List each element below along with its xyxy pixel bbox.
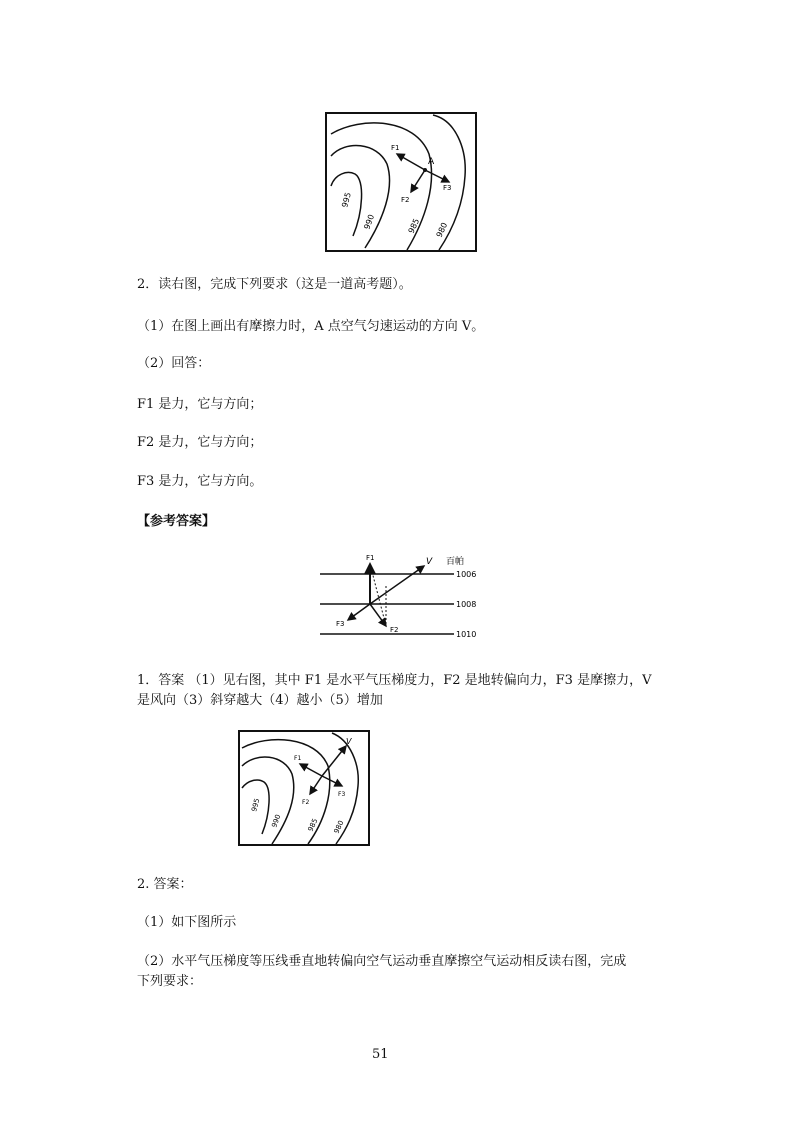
figure-isobar-map-a: [325, 112, 477, 252]
isobar-label-995: 995: [250, 797, 262, 813]
question-f3-line: F3 是力，它与方向。: [137, 474, 263, 489]
force-label-f1: F1: [294, 755, 302, 762]
isobar-label-980: 980: [434, 221, 450, 239]
force-label-f1: F1: [391, 144, 400, 152]
page-number: 51: [372, 1047, 389, 1062]
force-label-f3: F3: [338, 791, 346, 798]
answer-2-part-1: （1）如下图所示: [137, 915, 237, 930]
wind-label-v: V: [426, 557, 433, 567]
isobar-label-1008: 1008: [456, 600, 477, 609]
figure-straight-isobars: [316, 552, 486, 644]
answer-2-title: 2. 答案：: [137, 877, 193, 892]
answer-1-line-2: 是风向（3）斜穿越大（4）越小（5）增加: [137, 693, 383, 708]
question-2-title: 2．读右图，完成下列要求（这是一道高考题）。: [137, 277, 412, 292]
answers-header: 【参考答案】: [137, 514, 216, 529]
isobar-label-985: 985: [406, 217, 422, 235]
wind-label-v: V: [346, 737, 352, 746]
figure-isobar-map-v: [238, 730, 370, 846]
question-f1-line: F1 是力，它与方向；: [137, 397, 263, 412]
isobar-label-985: 985: [306, 817, 320, 833]
answer-1-line-1: 1．答案 （1）见右图，其中 F1 是水平气压梯度力，F2 是地转偏向力，F3 是摩擦力，V: [137, 673, 652, 688]
isobar-label-980: 980: [332, 819, 346, 835]
force-label-f2: F2: [390, 626, 399, 634]
question-f2-line: F2 是力，它与方向；: [137, 435, 263, 450]
force-label-f2: F2: [302, 799, 310, 806]
isobar-label-1010: 1010: [456, 630, 477, 639]
answer-2-part-2-line-2: 下列要求：: [137, 974, 203, 989]
force-label-f2: F2: [401, 196, 410, 204]
question-2-part-2: （2）回答：: [137, 356, 211, 371]
isobar-label-1006: 1006: [456, 570, 477, 579]
force-label-f3: F3: [336, 620, 345, 628]
question-2-part-1: （1）在图上画出有摩擦力时，A 点空气匀速运动的方向 V。: [137, 319, 485, 334]
unit-label: 百帕: [446, 557, 465, 567]
force-label-f1: F1: [366, 554, 375, 562]
force-label-f3: F3: [443, 184, 452, 192]
isobar-label-990: 990: [362, 213, 377, 231]
isobar-label-990: 990: [270, 813, 283, 829]
isobar-label-995: 995: [340, 191, 353, 209]
point-a-label: A: [428, 157, 435, 167]
answer-2-part-2-line-1: （2）水平气压梯度等压线垂直地转偏向空气运动垂直摩擦空气运动相反读右图，完成: [137, 954, 627, 969]
